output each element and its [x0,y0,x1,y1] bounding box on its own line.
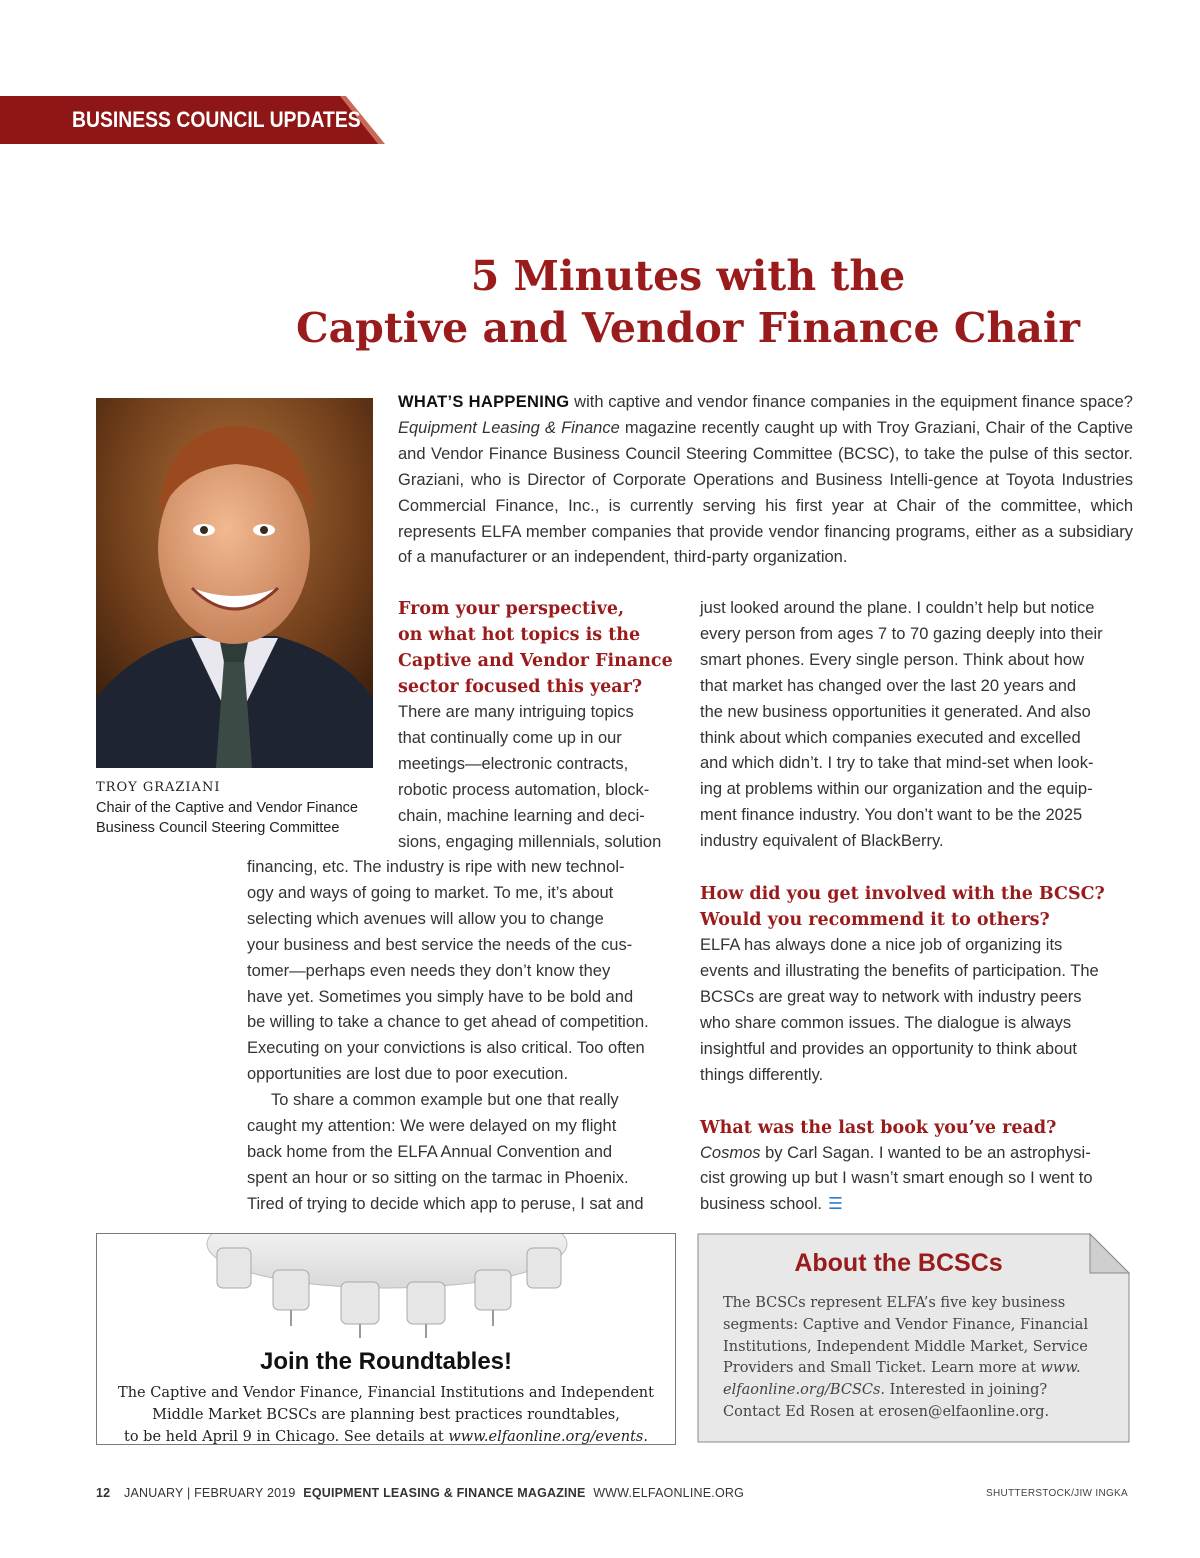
text-line: The Captive and Vendor Finance, Financial Institutions and Independent [118,1385,654,1401]
roundtables-body [107,1382,665,1448]
text-line: be willing to take a chance to get ahead of competition. [247,1013,649,1032]
roundtables-title: Join the Roundtables! [260,1348,512,1375]
about-title: About the BCSCs [794,1249,1003,1277]
bcsc-link[interactable]: www. [1040,1360,1081,1377]
text-line: Contact Ed Rosen at erosen@elfaonline.org. [723,1403,1050,1420]
text-line: Institutions, Independent Middle Market, Service [723,1338,1088,1355]
text-line: segments: Captive and Vendor Finance, Financial [723,1316,1089,1333]
q2-question-line: Would you recommend it to others? [700,910,1050,931]
text-line [700,1192,1132,1218]
website: WWW.ELFAONLINE.ORG [593,1486,745,1500]
text-span: . Interested in joining? [880,1382,1048,1399]
text-line: industry equivalent of BlackBerry. [700,832,944,851]
text-line [700,1141,1132,1167]
q2-question [700,881,1132,933]
text-line: selecting which avenues will allow you to change [247,909,604,928]
intro-text-2: magazine recently caught up with Troy Graziani, Chair of the Captive and Vendor Finance Business Council Steering Committee (BCSC), to take the pulse of this sector. Graziani, who is Director of Corporate Operations and Business Intelli-gence at Toyota Industries Commercial Finance, Inc., is currently serving his first year at Chair of the committee, which represents ELFA member companies that provide vendor financing programs, either as a subsidiary of a manufacturer or an independent, third-party organization. [398,418,1134,567]
q2-answer [700,933,1132,1088]
portrait-illustration [96,398,373,768]
magazine-title: EQUIPMENT LEASING & FINANCE MAGAZINE [303,1486,586,1500]
end-mark-icon: ☰ [828,1195,843,1214]
q1-answer-start [398,700,683,855]
page-footer [96,1486,744,1500]
text-line: the new business opportunities it generated. And also [700,702,1091,721]
banner-label: BUSINESS COUNCIL UPDATES [72,107,361,132]
magazine-name: Equipment Leasing & Finance [398,418,620,437]
q1-question-line: From your perspective, [398,599,625,619]
text-line: To share a common example but one that really [271,1091,619,1110]
text-span: business school. [700,1195,822,1214]
q3-question: What was the last book you’ve read? [700,1117,1057,1138]
text-line: robotic process automation, block- [398,780,650,799]
text-line: meetings—electronic contracts, [398,754,629,773]
text-line: There are many intriguing topics [398,703,634,721]
caption-role-line-2: Business Council Steering Committee [96,820,340,836]
intro-text-1: with captive and vendor finance companies in the equipment finance space? [569,393,1133,411]
page-number: 12 [96,1486,111,1500]
title-line-2: Captive and Vendor Finance Chair [295,304,1081,352]
text-line: that continually come up in our [398,728,622,747]
text-line: smart phones. Every single person. Think about how [700,650,1084,669]
q2-question-line: How did you get involved with the BCSC? [700,884,1105,905]
text-line: insightful and provides an opportunity to think about [700,1039,1078,1058]
photo-credit: SHUTTERSTOCK/JIW INGKA [986,1488,1128,1499]
text-line: The BCSCs represent ELFA’s five key business [723,1295,1066,1311]
caption-name: TROY GRAZIANI [96,780,221,795]
q1-answer-continued [247,855,683,1218]
conference-table-illustration [97,1234,675,1344]
section-banner [0,96,385,144]
photo-caption [96,778,386,838]
text-line: and which didn’t. I try to take that mind-set when look- [700,754,1094,773]
text-line: that market has changed over the last 20 years and [700,676,1077,695]
text-line [107,1426,665,1448]
text-line: opportunities are lost due to poor execution. [247,1065,569,1084]
text-line: things differently. [700,1065,824,1084]
about-body [723,1293,1103,1424]
text-line: BCSCs are great way to network with industry peers [700,987,1082,1006]
text-line [723,1380,1103,1402]
bcsc-link[interactable]: elfaonline.org/BCSCs [723,1382,881,1399]
text-span: Providers and Small Ticket. Learn more at [723,1360,1041,1377]
text-line: Tired of trying to decide which app to peruse, I sat and [247,1194,644,1213]
right-column [700,596,1132,1218]
text-line: have yet. Sometimes you simply have to be bold and [247,987,634,1006]
q1-answer-end [700,596,1132,855]
text-line: back home from the ELFA Annual Convention and [247,1142,613,1161]
text-line: chain, machine learning and deci- [398,806,645,825]
text-line: ogy and ways of going to market. To me, it’s about [247,883,614,902]
article-title [200,250,1176,354]
text-line: Middle Market BCSCs are planning best practices roundtables, [152,1407,620,1423]
text-line: ing at problems within our organization and the equip- [700,780,1093,799]
text-span: to be held April 9 in Chicago. See details at [124,1429,449,1445]
text-line: your business and best service the needs of the cus- [247,935,633,954]
text-line [723,1358,1103,1380]
q1-question-line: Captive and Vendor Finance [398,651,673,671]
text-line: every person from ages 7 to 70 gazing deeply into their [700,624,1103,643]
events-link[interactable]: www.elfaonline.org/events [448,1429,644,1445]
portrait-photo [96,398,373,768]
book-title: Cosmos [700,1143,761,1162]
issue-date: JANUARY | FEBRUARY 2019 [124,1486,296,1500]
text-line: ELFA has always done a nice job of organizing its [700,936,1063,955]
text-line: caught my attention: We were delayed on my flight [247,1117,617,1136]
about-bcsc-box [697,1233,1130,1443]
text-line: cist growing up but I wasn’t smart enough so I went to [700,1169,1093,1188]
text-line: spent an hour or so sitting on the tarmac in Phoenix. [247,1168,629,1187]
text-line: sions, engaging millennials, solution [398,832,662,851]
q1-question [398,596,683,700]
text-span: by Carl Sagan. I wanted to be an astrophysi- [760,1143,1091,1162]
roundtables-box [96,1233,676,1445]
q1-column [398,596,683,855]
q3-answer [700,1141,1132,1219]
text-line: Executing on your convictions is also critical. Too often [247,1039,645,1058]
text-line: financing, etc. The industry is ripe with new technol- [247,858,625,876]
text-line: ment finance industry. You don’t want to be the 2025 [700,806,1083,825]
q1-question-line: on what hot topics is the [398,625,641,645]
text-span: . [643,1429,648,1445]
intro-paragraph [398,390,1133,571]
intro-lead: WHAT’S HAPPENING [398,393,570,411]
text-line: events and illustrating the benefits of participation. The [700,961,1099,980]
text-line: just looked around the plane. I couldn’t help but notice [700,599,1095,617]
title-line-1: 5 Minutes with the [470,252,906,300]
caption-role-line-1: Chair of the Captive and Vendor Finance [96,800,358,816]
text-line: who share common issues. The dialogue is always [700,1013,1072,1032]
text-line: think about which companies executed and excelled [700,728,1081,747]
q1-question-line: sector focused this year? [398,677,643,697]
text-line: tomer—perhaps even needs they don’t know they [247,961,611,980]
